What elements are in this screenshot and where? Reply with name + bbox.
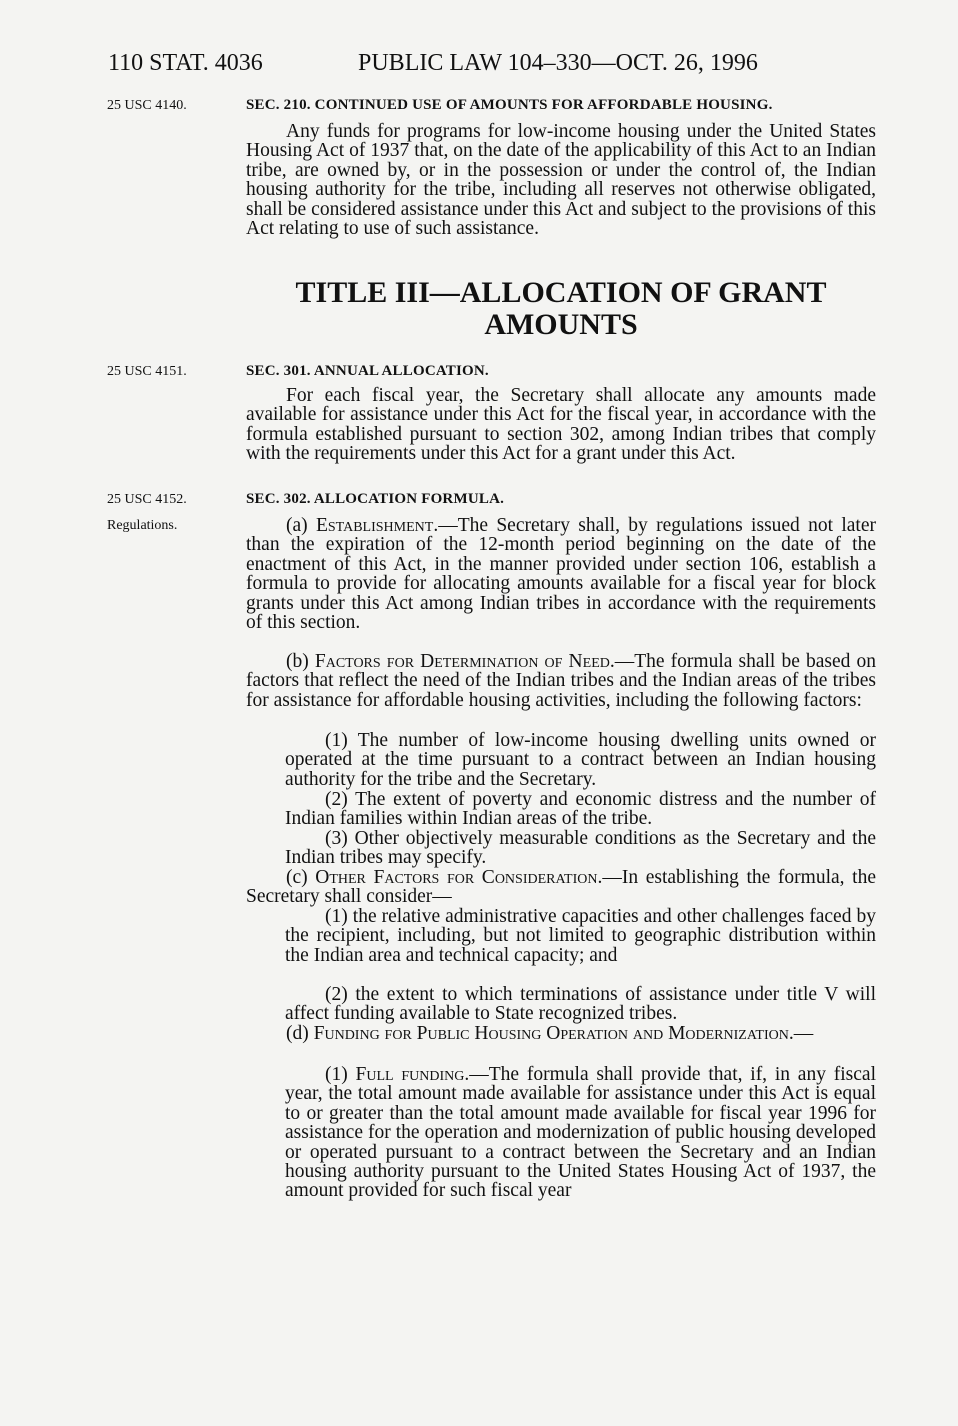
subsection-a-label: (a) [286, 515, 316, 536]
subsection-a-body: .—The Secretary shall, by regulations issued not later than the expiration of the 12-month period beginning on the date of the enactment of this Act, in the manner provided under section 106, establish a formula to provide for allocating amounts available for a fiscal year for block grants under this Act among Indian tribes in accordance with the requirements of this section. [246, 515, 876, 634]
title-line-2: AMOUNTS [484, 308, 638, 341]
subsection-c-label: (c) [286, 867, 316, 888]
subsection-d [246, 1024, 876, 1043]
subsection-b-body: .—The formula shall be based on factors that reflect the need of the Indian tribes and the Indian areas of the tribes for assistance for affordable housing activities, including the following factors: [246, 651, 876, 711]
paragraph-b1: (1) The number of low-income housing dwelling units owned or operated at the time pursuant to a contract between an Indian housing authority for the tribe and the Secretary. [285, 730, 876, 790]
sec-302-heading: SEC. 302. ALLOCATION FORMULA. [246, 491, 505, 507]
paragraph-b2: (2) The extent of poverty and economic distress and the number of Indian families within Indian areas of the tribe. [285, 789, 876, 830]
margin-note-regulations: Regulations. [107, 518, 178, 533]
stat-reference: 110 STAT. 4036 [108, 50, 263, 76]
margin-note-usc-4151: 25 USC 4151. [107, 364, 187, 379]
subsection-d-tail: .— [788, 1023, 814, 1044]
subsection-b [246, 652, 876, 710]
paragraph-d1-caption: Full funding [355, 1064, 465, 1085]
subsection-c [246, 868, 876, 907]
paragraph-b3: (3) Other objectively measurable conditions as the Secretary and the Indian tribes may specify. [285, 828, 876, 869]
subsection-c-body: .—In establishing the formula, the Secretary shall consider— [246, 867, 876, 908]
subsection-b-label: (b) [286, 651, 315, 672]
paragraph-d1-label: (1) [325, 1064, 356, 1085]
paragraph-d1-body: .—The formula shall provide that, if, in any fiscal year, the total amount made available for assistance under this Act is equal to or greater than the total amount made available for fiscal year 1996 for assistance for the operation and modernization of public housing developed or operated pursuant to a contract between the Secretary and an Indian housing authority pursuant to the United States Housing Act of 1937, the amount provided for such fiscal year [285, 1064, 876, 1202]
paragraph-d1 [285, 1065, 876, 1201]
margin-note-usc-4140: 25 USC 4140. [107, 98, 187, 113]
sec-301-body: For each fiscal year, the Secretary shall allocate any amounts made available for assistance under this Act for the fiscal year, in accordance with the formula established pursuant to section 302, among Indian tribes that comply with the requirements under this Act for a grant under this Act. [246, 385, 876, 465]
sec-210-body: Any funds for programs for low-income housing under the United States Housing Act of 1937 that, on the date of the applicability of this Act to an Indian tribe, are owned by, or in the possession or under the control of, the Indian housing authority for the tribe, including all reserves not otherwise obligated, shall be considered assistance under this Act and subject to the provisions of this Act relating to use of such assistance. [246, 121, 876, 240]
law-title: PUBLIC LAW 104–330—OCT. 26, 1996 [358, 50, 758, 76]
paragraph-c2: (2) the extent to which terminations of assistance under title V will affect funding available to State recognized tribes. [285, 984, 876, 1025]
subsection-d-caption: Funding for Public Housing Operation and Modernization [313, 1023, 789, 1044]
subsection-c-caption: Other Factors for Consideration [315, 867, 598, 888]
margin-note-usc-4152: 25 USC 4152. [107, 492, 187, 507]
page-header [108, 50, 758, 77]
title-line-1: TITLE III—ALLOCATION OF GRANT [295, 276, 827, 309]
paragraph-c1: (1) the relative administrative capacities and other challenges faced by the recipient, including, but not limited to geographic distribution within the Indian area and technical capacity; and [285, 906, 876, 966]
subsection-d-label: (d) [286, 1023, 314, 1044]
title-iii-heading [246, 277, 876, 341]
sec-301-heading: SEC. 301. ANNUAL ALLOCATION. [246, 363, 489, 379]
sec-210-heading: SEC. 210. CONTINUED USE OF AMOUNTS FOR AFFORDABLE HOUSING. [246, 97, 773, 113]
subsection-a-caption: Establishment [315, 515, 434, 536]
subsection-b-caption: Factors for Determination of Need [314, 651, 610, 672]
subsection-a [246, 516, 876, 632]
